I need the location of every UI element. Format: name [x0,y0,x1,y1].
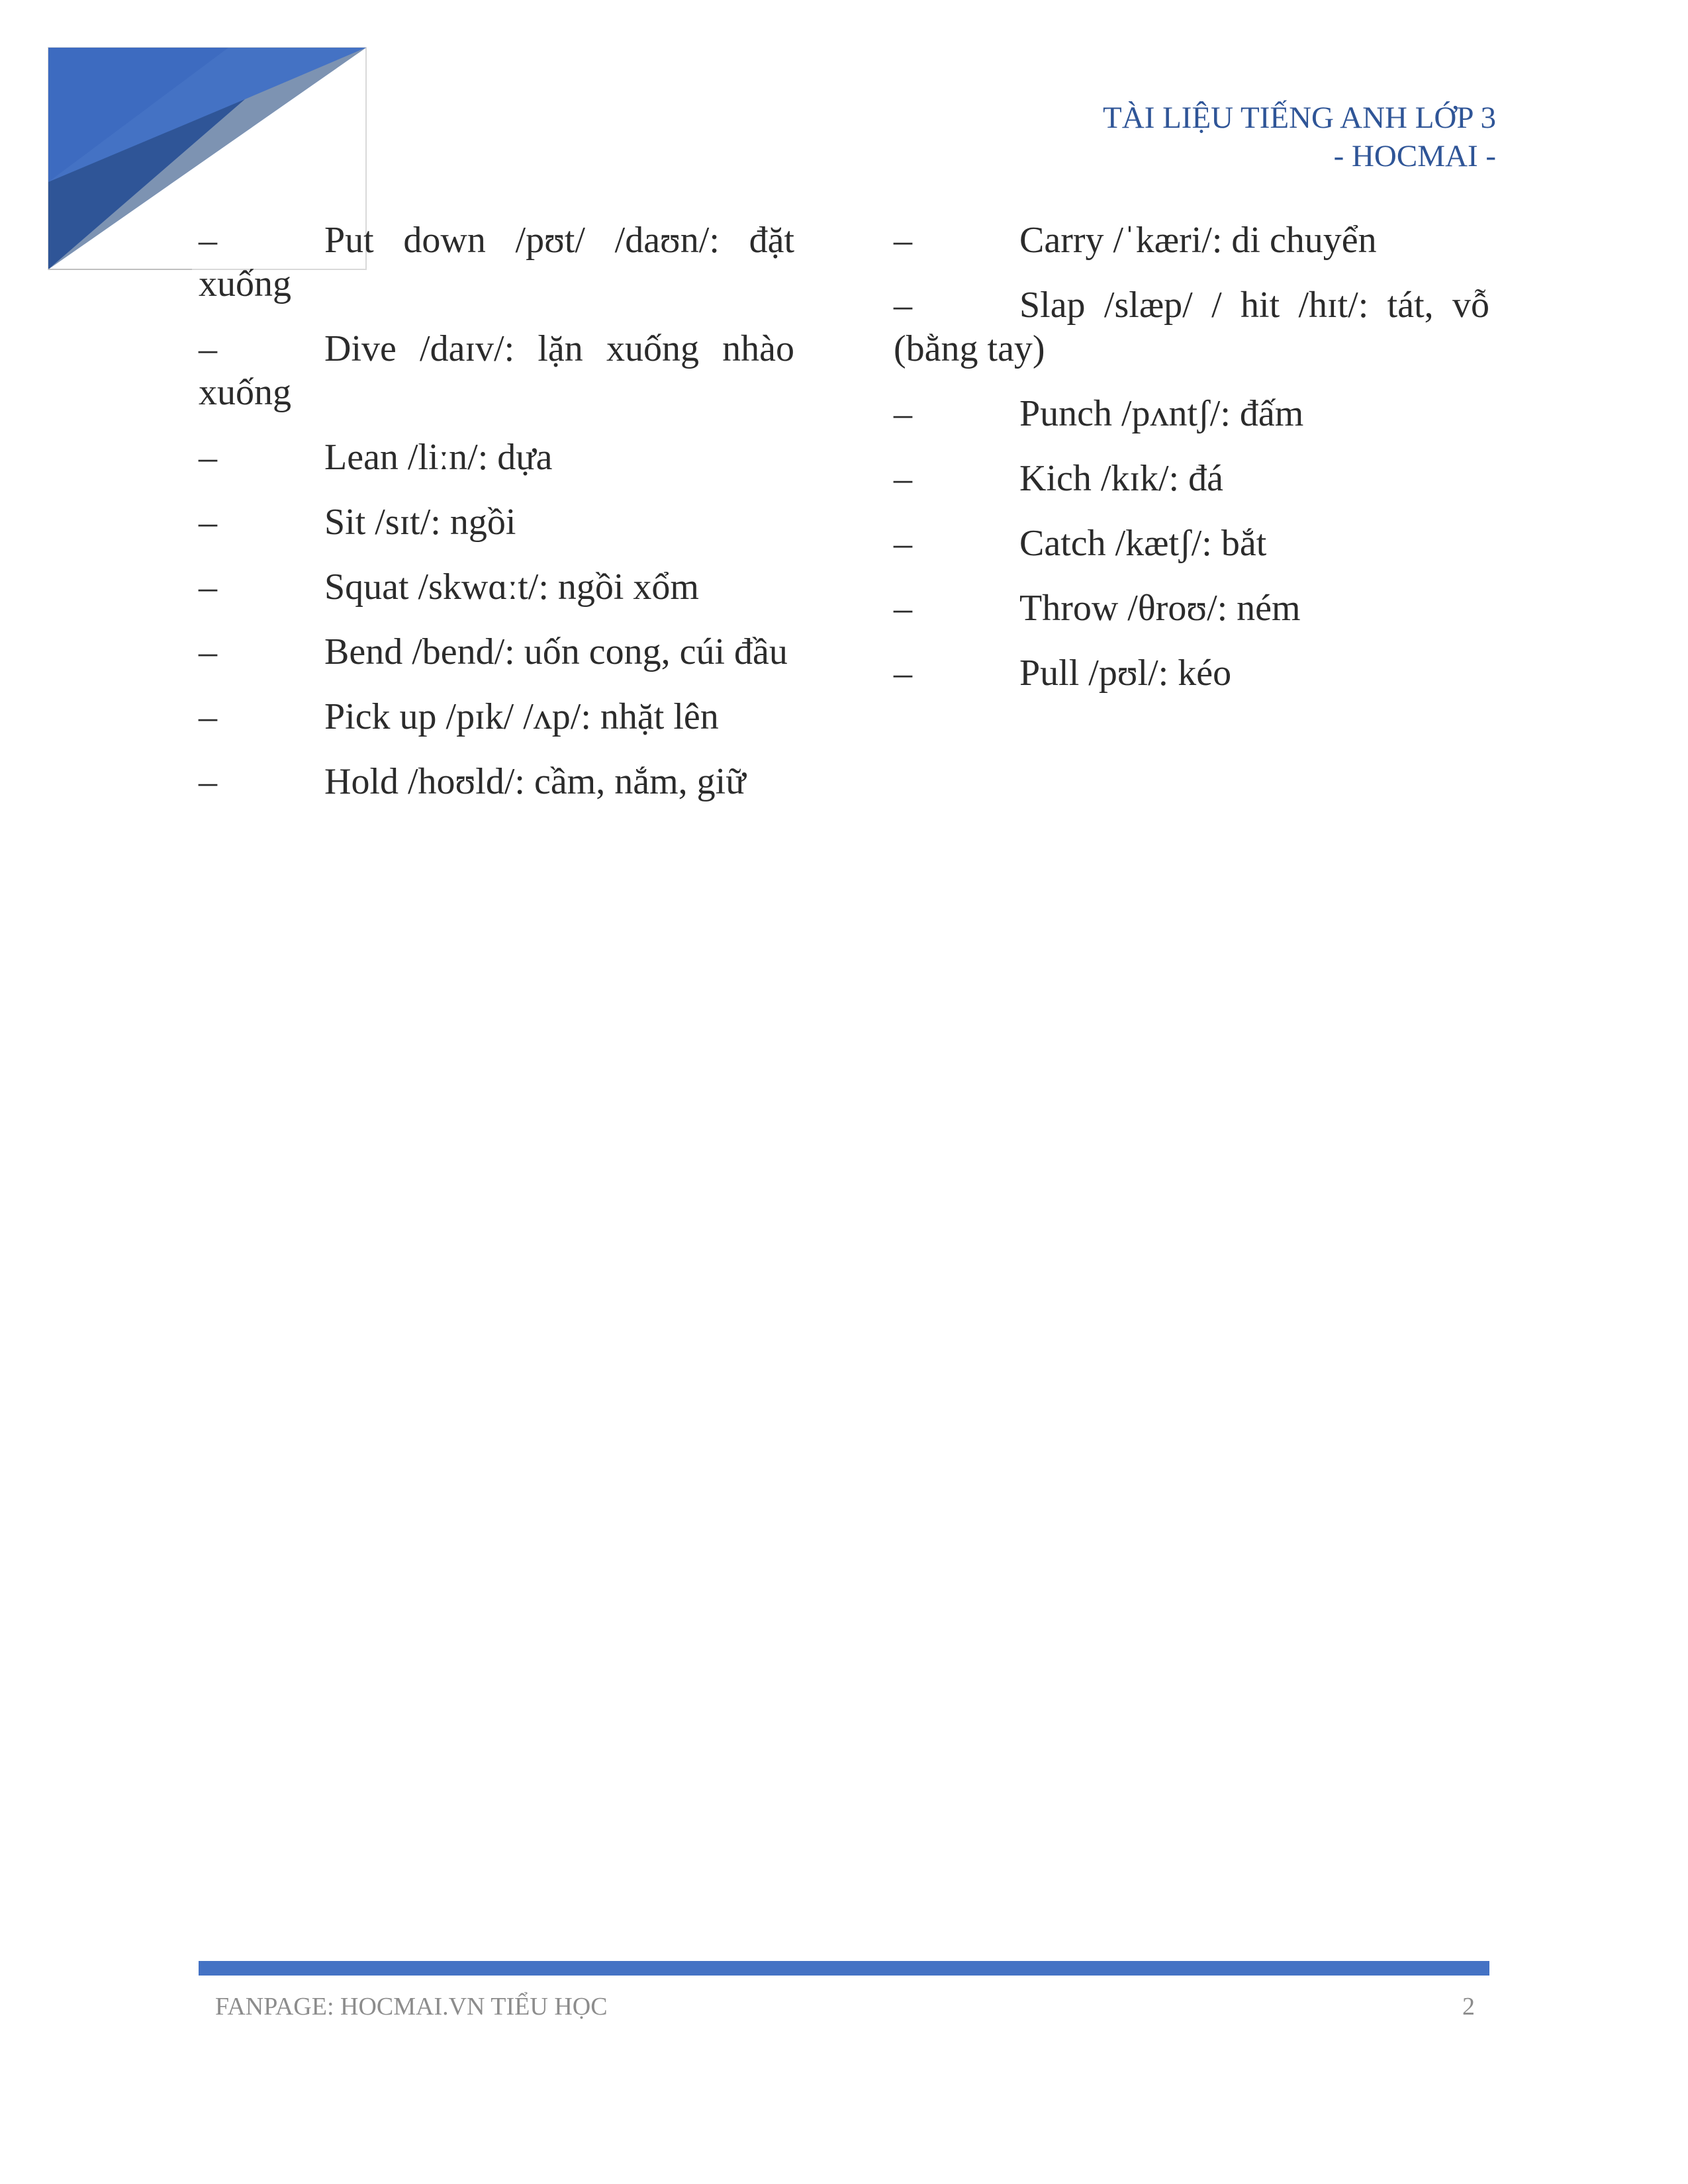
vocabulary-text: Squat /skwɑːt/: ngồi xổm [324,567,699,608]
vocabulary-entry [199,695,794,739]
bullet-dash: – [199,328,217,369]
bullet-dash: – [894,285,912,326]
vocabulary-entry [894,522,1489,565]
vocabulary-entry [199,630,794,674]
vocabulary-entry [894,392,1489,435]
vocabulary-text: Lean /liːn/: dựa [324,437,553,478]
vocabulary-text: Pick up /pɪk/ /ʌp/: nhặt lên [324,696,719,737]
vocabulary-column-right [894,218,1489,716]
vocabulary-text: Hold /hoʊld/: cầm, nắm, giữ [324,761,746,802]
bullet-dash: – [894,393,912,434]
footer-fanpage-text: FANPAGE: HOCMAI.VN TIỂU HỌC [215,1993,608,2021]
bullet-dash: – [199,631,217,672]
bullet-dash: – [894,523,912,564]
vocabulary-entry [199,565,794,609]
bullet-dash: – [199,761,217,802]
vocabulary-entry [894,651,1489,695]
vocabulary-entry [199,435,794,479]
vocabulary-text: Catch /kætʃ/: bắt [1019,523,1267,564]
bullet-dash: – [894,653,912,694]
vocabulary-entry [199,760,794,803]
bullet-dash: – [199,437,217,478]
vocabulary-text: Kich /kɪk/: đá [1019,458,1223,499]
vocabulary-entry [199,218,794,306]
header-title: TÀI LIỆU TIẾNG ANH LỚP 3 [1103,101,1496,135]
bullet-dash: – [894,588,912,629]
vocabulary-text: Sit /sɪt/: ngồi [324,502,516,543]
vocabulary-entry [894,457,1489,500]
page-number: 2 [1462,1993,1475,2021]
bullet-dash: – [199,220,217,261]
vocabulary-text: Punch /pʌntʃ/: đấm [1019,393,1304,434]
bullet-dash: – [199,502,217,543]
bullet-dash: – [199,567,217,608]
vocabulary-entry [199,327,794,414]
vocabulary-text: Slap /slæp/ / hit /hɪt/: tát, vỗ (bằng tay) [894,285,1489,369]
vocabulary-text: Bend /bend/: uốn cong, cúi đầu [324,631,788,672]
vocabulary-text: Dive /daɪv/: lặn xuống nhào xuống [199,328,794,413]
vocabulary-entry [199,500,794,544]
vocabulary-entry [894,218,1489,262]
footer-bar [199,1961,1489,1976]
vocabulary-entry [894,283,1489,371]
header-subtitle: - HOCMAI - [1333,139,1496,173]
vocabulary-text: Put down /pʊt/ /daʊn/: đặt xuống [199,220,794,304]
bullet-dash: – [894,458,912,499]
vocabulary-entry [894,586,1489,630]
bullet-dash: – [894,220,912,261]
vocabulary-column-left [199,218,794,825]
vocabulary-text: Throw /θroʊ/: ném [1019,588,1301,629]
vocabulary-text: Carry /ˈkæri/: di chuyển [1019,220,1377,261]
bullet-dash: – [199,696,217,737]
vocabulary-text: Pull /pʊl/: kéo [1019,653,1232,694]
